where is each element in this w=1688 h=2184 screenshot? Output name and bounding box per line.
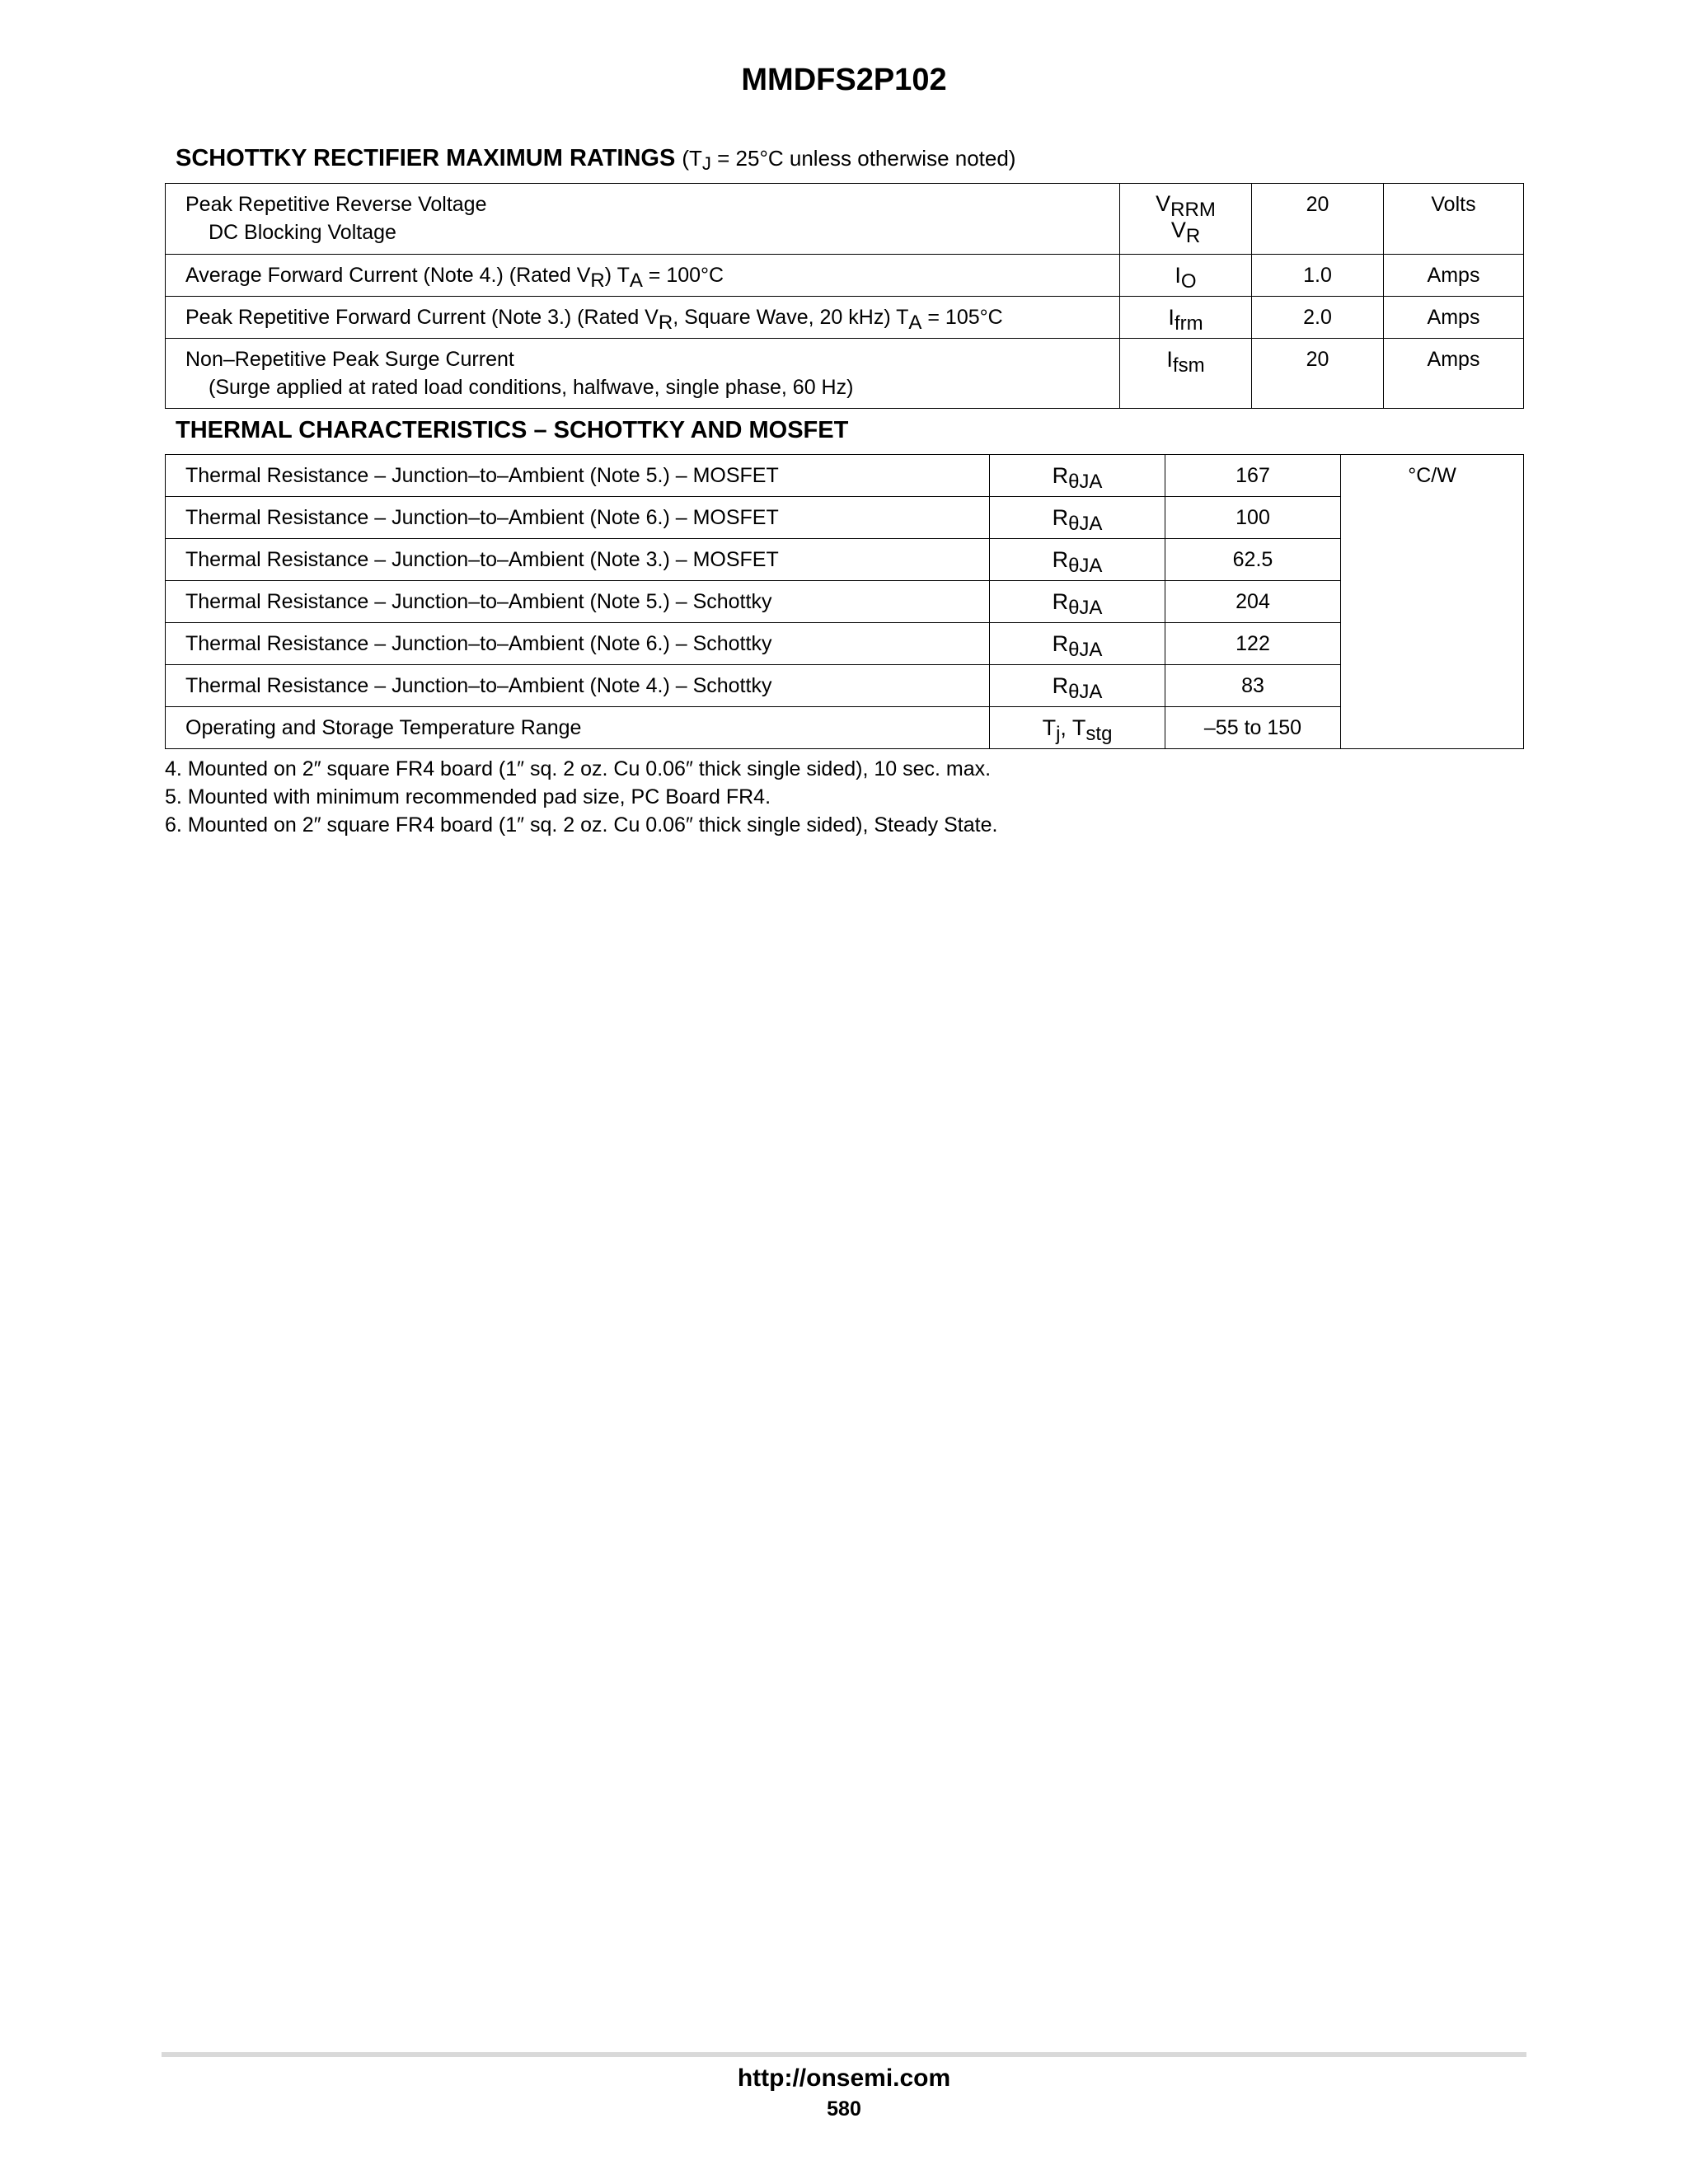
rating-label: Non–Repetitive Peak Surge Current xyxy=(185,348,514,371)
rating-symbol: $I_{fsm}$ xyxy=(1120,339,1252,409)
rating-sublabel: (Surge applied at rated load conditions, halfwave, single phase, 60 Hz) xyxy=(209,376,854,399)
rating-sublabel: DC Blocking Voltage xyxy=(209,221,396,244)
footnote: 5. Mounted with minimum recommended pad size, PC Board FR4. xyxy=(165,785,771,808)
thermal-value: –55 to 150 xyxy=(1165,707,1341,749)
rating-unit: Amps xyxy=(1384,297,1524,339)
table-row xyxy=(166,297,1524,339)
thermal-value: 122 xyxy=(1165,623,1341,665)
rating-unit: Amps xyxy=(1384,339,1524,409)
thermal-symbol: $R_{\theta JA}$ xyxy=(990,581,1165,623)
thermal-symbol: $T_j$, $T_{stg}$ xyxy=(990,707,1165,749)
rating-unit: Volts xyxy=(1384,184,1524,255)
rating-value: 20 xyxy=(1252,184,1384,255)
thermal-value: 167 xyxy=(1165,455,1341,497)
rating-description xyxy=(166,339,1120,409)
footer-link[interactable]: http://onsemi.com xyxy=(737,2064,951,2092)
rating-description xyxy=(166,184,1120,255)
thermal-symbol: $R_{\theta JA}$ xyxy=(990,665,1165,707)
thermal-label: Thermal Resistance – Junction–to–Ambient (Note 5.) – MOSFET xyxy=(166,455,990,497)
page-number: 580 xyxy=(827,2097,861,2121)
ratings-condition: ($T_J = 25^\circ C$ unless otherwise noted) xyxy=(682,146,1016,174)
thermal-value: 62.5 xyxy=(1165,539,1341,581)
thermal-value: 100 xyxy=(1165,497,1341,539)
thermal-label: Operating and Storage Temperature Range xyxy=(166,707,990,749)
thermal-label: Thermal Resistance – Junction–to–Ambient (Note 6.) – MOSFET xyxy=(166,497,990,539)
rating-symbol: $I_O$ xyxy=(1120,255,1252,297)
thermal-symbol: $R_{\theta JA}$ xyxy=(990,539,1165,581)
rating-symbol: $V_{RRM}$ $V_R$ xyxy=(1120,184,1252,255)
schottky-heading-text: SCHOTTKY RECTIFIER MAXIMUM RATINGS xyxy=(176,145,676,171)
thermal-table xyxy=(165,454,1524,749)
table-row xyxy=(166,539,1524,581)
thermal-label: Thermal Resistance – Junction–to–Ambient (Note 5.) – Schottky xyxy=(166,581,990,623)
footnote: 4. Mounted on 2″ square FR4 board (1″ sq. 2 oz. Cu 0.06″ thick single sided), 10 sec. max. xyxy=(165,757,992,780)
thermal-value: 204 xyxy=(1165,581,1341,623)
rating-description: Peak Repetitive Forward Current (Note 3.) (Rated $V_R$, Square Wave, 20 kHz) $T_A = 105^\circ C$ xyxy=(166,297,1120,339)
table-row xyxy=(166,184,1524,255)
thermal-label: Thermal Resistance – Junction–to–Ambient (Note 6.) – Schottky xyxy=(166,623,990,665)
rating-value: 1.0 xyxy=(1252,255,1384,297)
document-title: MMDFS2P102 xyxy=(741,63,947,97)
rating-unit: Amps xyxy=(1384,255,1524,297)
thermal-symbol: $R_{\theta JA}$ xyxy=(990,455,1165,497)
rating-description: Average Forward Current (Note 4.) (Rated $V_R$) $T_A = 100^\circ C$ xyxy=(166,255,1120,297)
footer-divider xyxy=(162,2052,1526,2057)
table-row xyxy=(166,707,1524,749)
thermal-label: Thermal Resistance – Junction–to–Ambient (Note 3.) – MOSFET xyxy=(166,539,990,581)
rating-value: 20 xyxy=(1252,339,1384,409)
rating-value: 2.0 xyxy=(1252,297,1384,339)
rating-symbol: $I_{frm}$ xyxy=(1120,297,1252,339)
thermal-heading: THERMAL CHARACTERISTICS – SCHOTTKY AND MOSFET xyxy=(176,417,849,443)
table-row xyxy=(166,497,1524,539)
table-row xyxy=(166,455,1524,497)
footnote: 6. Mounted on 2″ square FR4 board (1″ sq. 2 oz. Cu 0.06″ thick single sided), Steady State. xyxy=(165,813,998,837)
rating-label: Peak Repetitive Reverse Voltage xyxy=(185,193,487,216)
table-row xyxy=(166,581,1524,623)
table-row xyxy=(166,255,1524,297)
thermal-unit: °C/W xyxy=(1341,455,1524,749)
footnotes xyxy=(165,755,997,839)
table-row xyxy=(166,623,1524,665)
schottky-ratings-heading xyxy=(176,145,1015,172)
table-row xyxy=(166,339,1524,409)
thermal-symbol: $R_{\theta JA}$ xyxy=(990,623,1165,665)
thermal-label: Thermal Resistance – Junction–to–Ambient (Note 4.) – Schottky xyxy=(166,665,990,707)
thermal-symbol: $R_{\theta JA}$ xyxy=(990,497,1165,539)
schottky-ratings-table xyxy=(165,183,1524,409)
table-row xyxy=(166,665,1524,707)
thermal-value: 83 xyxy=(1165,665,1341,707)
